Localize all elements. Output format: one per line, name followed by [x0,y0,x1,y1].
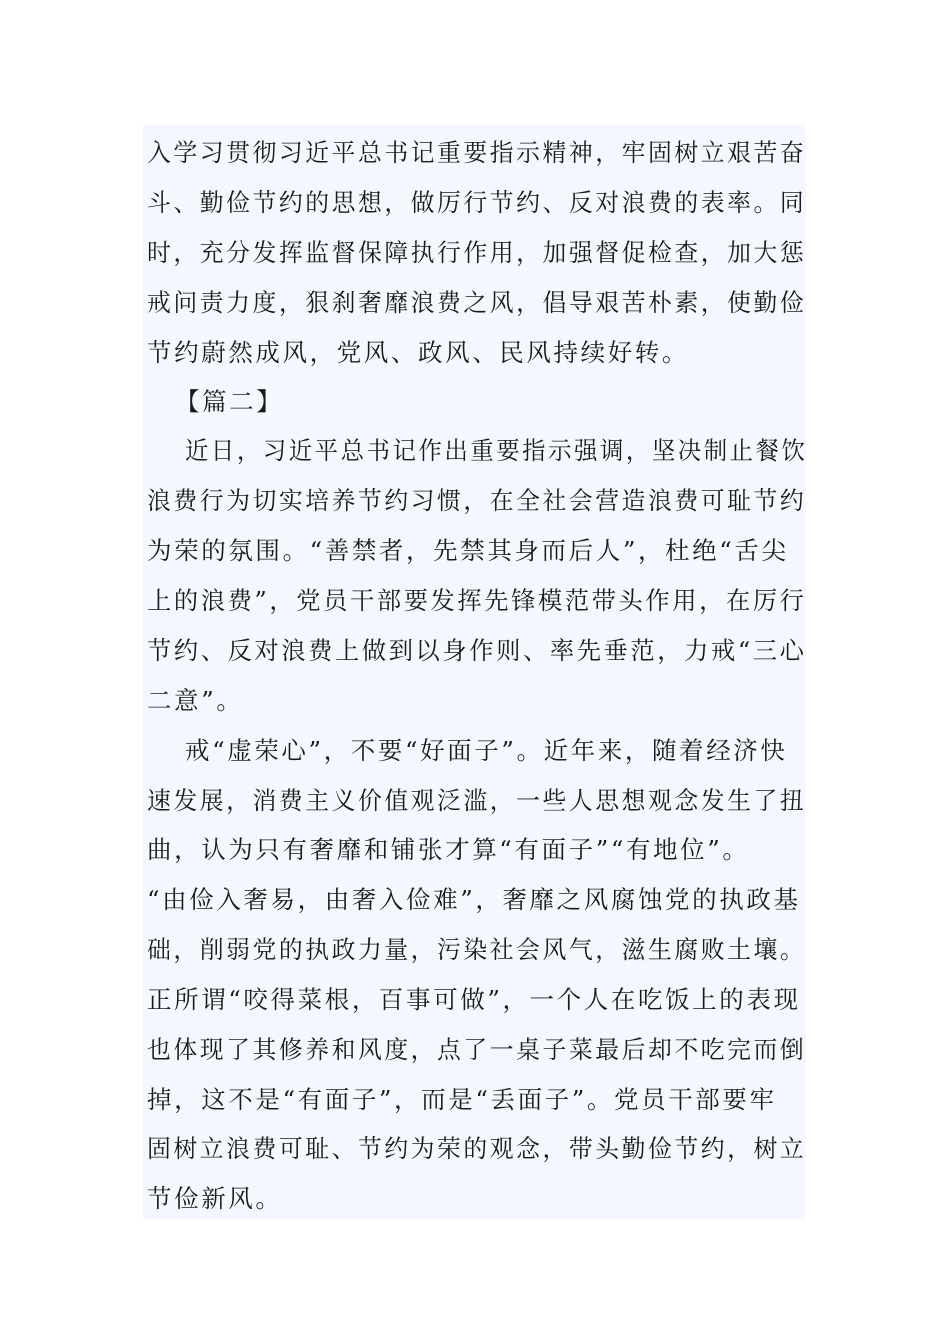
text-line: 也体现了其修养和风度，点了一桌子菜最后却不吃完而倒 [147,1035,807,1064]
text-line: 时，充分发挥监督保障执行作用，加强督促检查，加大惩 [147,238,807,267]
text-line: 浪费行为切实培养节约习惯，在全社会营造浪费可耻节约 [147,486,807,515]
text-line: 正所谓“咬得菜根，百事可做”，一个人在吃饭上的表现 [147,985,801,1014]
section-heading: 【篇二】 [175,387,284,416]
text-line: 曲，认为只有奢靡和铺张才算“有面子”“有地位”。 [147,835,750,864]
text-line: 为荣的氛围。“善禁者，先禁其身而后人”，杜绝“舌尖 [147,536,789,565]
text-line: 上的浪费”，党员干部要发挥先锋模范带头作用，在厉行 [147,586,807,615]
text-line: 掉，这不是“有面子”，而是“丢面子”。党员干部要牢 [147,1085,777,1114]
text-line: 戒问责力度，狠刹奢靡浪费之风，倡导艰苦朴素，使勤俭 [147,288,807,317]
text-line: 二意”。 [147,686,244,715]
text-line: 节约蔚然成风，党风、政风、民风持续好转。 [147,338,689,367]
text-line: 固树立浪费可耻、节约为荣的观念，带头勤俭节约，树立 [147,1134,807,1163]
text-line: 础，削弱党的执政力量，污染社会风气，滋生腐败土壤。 [147,935,807,964]
text-line: 节俭新风。 [147,1184,283,1213]
text-line: 戒“虚荣心”，不要“好面子”。近年来，随着经济快 [185,736,788,765]
text-line: 速发展，消费主义价值观泛滥，一些人思想观念发生了扭 [147,786,807,815]
text-line: 入学习贯彻习近平总书记重要指示精神，牢固树立艰苦奋 [147,138,807,167]
text-line: 斗、勤俭节约的思想，做厉行节约、反对浪费的表率。同 [147,188,807,217]
text-block [143,125,806,1219]
text-line: 节约、反对浪费上做到以身作则、率先垂范，力戒“三心 [147,636,807,665]
text-line: 近日，习近平总书记作出重要指示强调，坚决制止餐饮 [185,436,808,465]
text-line: “由俭入奢易，由奢入俭难”，奢靡之风腐蚀党的执政基 [147,885,801,914]
